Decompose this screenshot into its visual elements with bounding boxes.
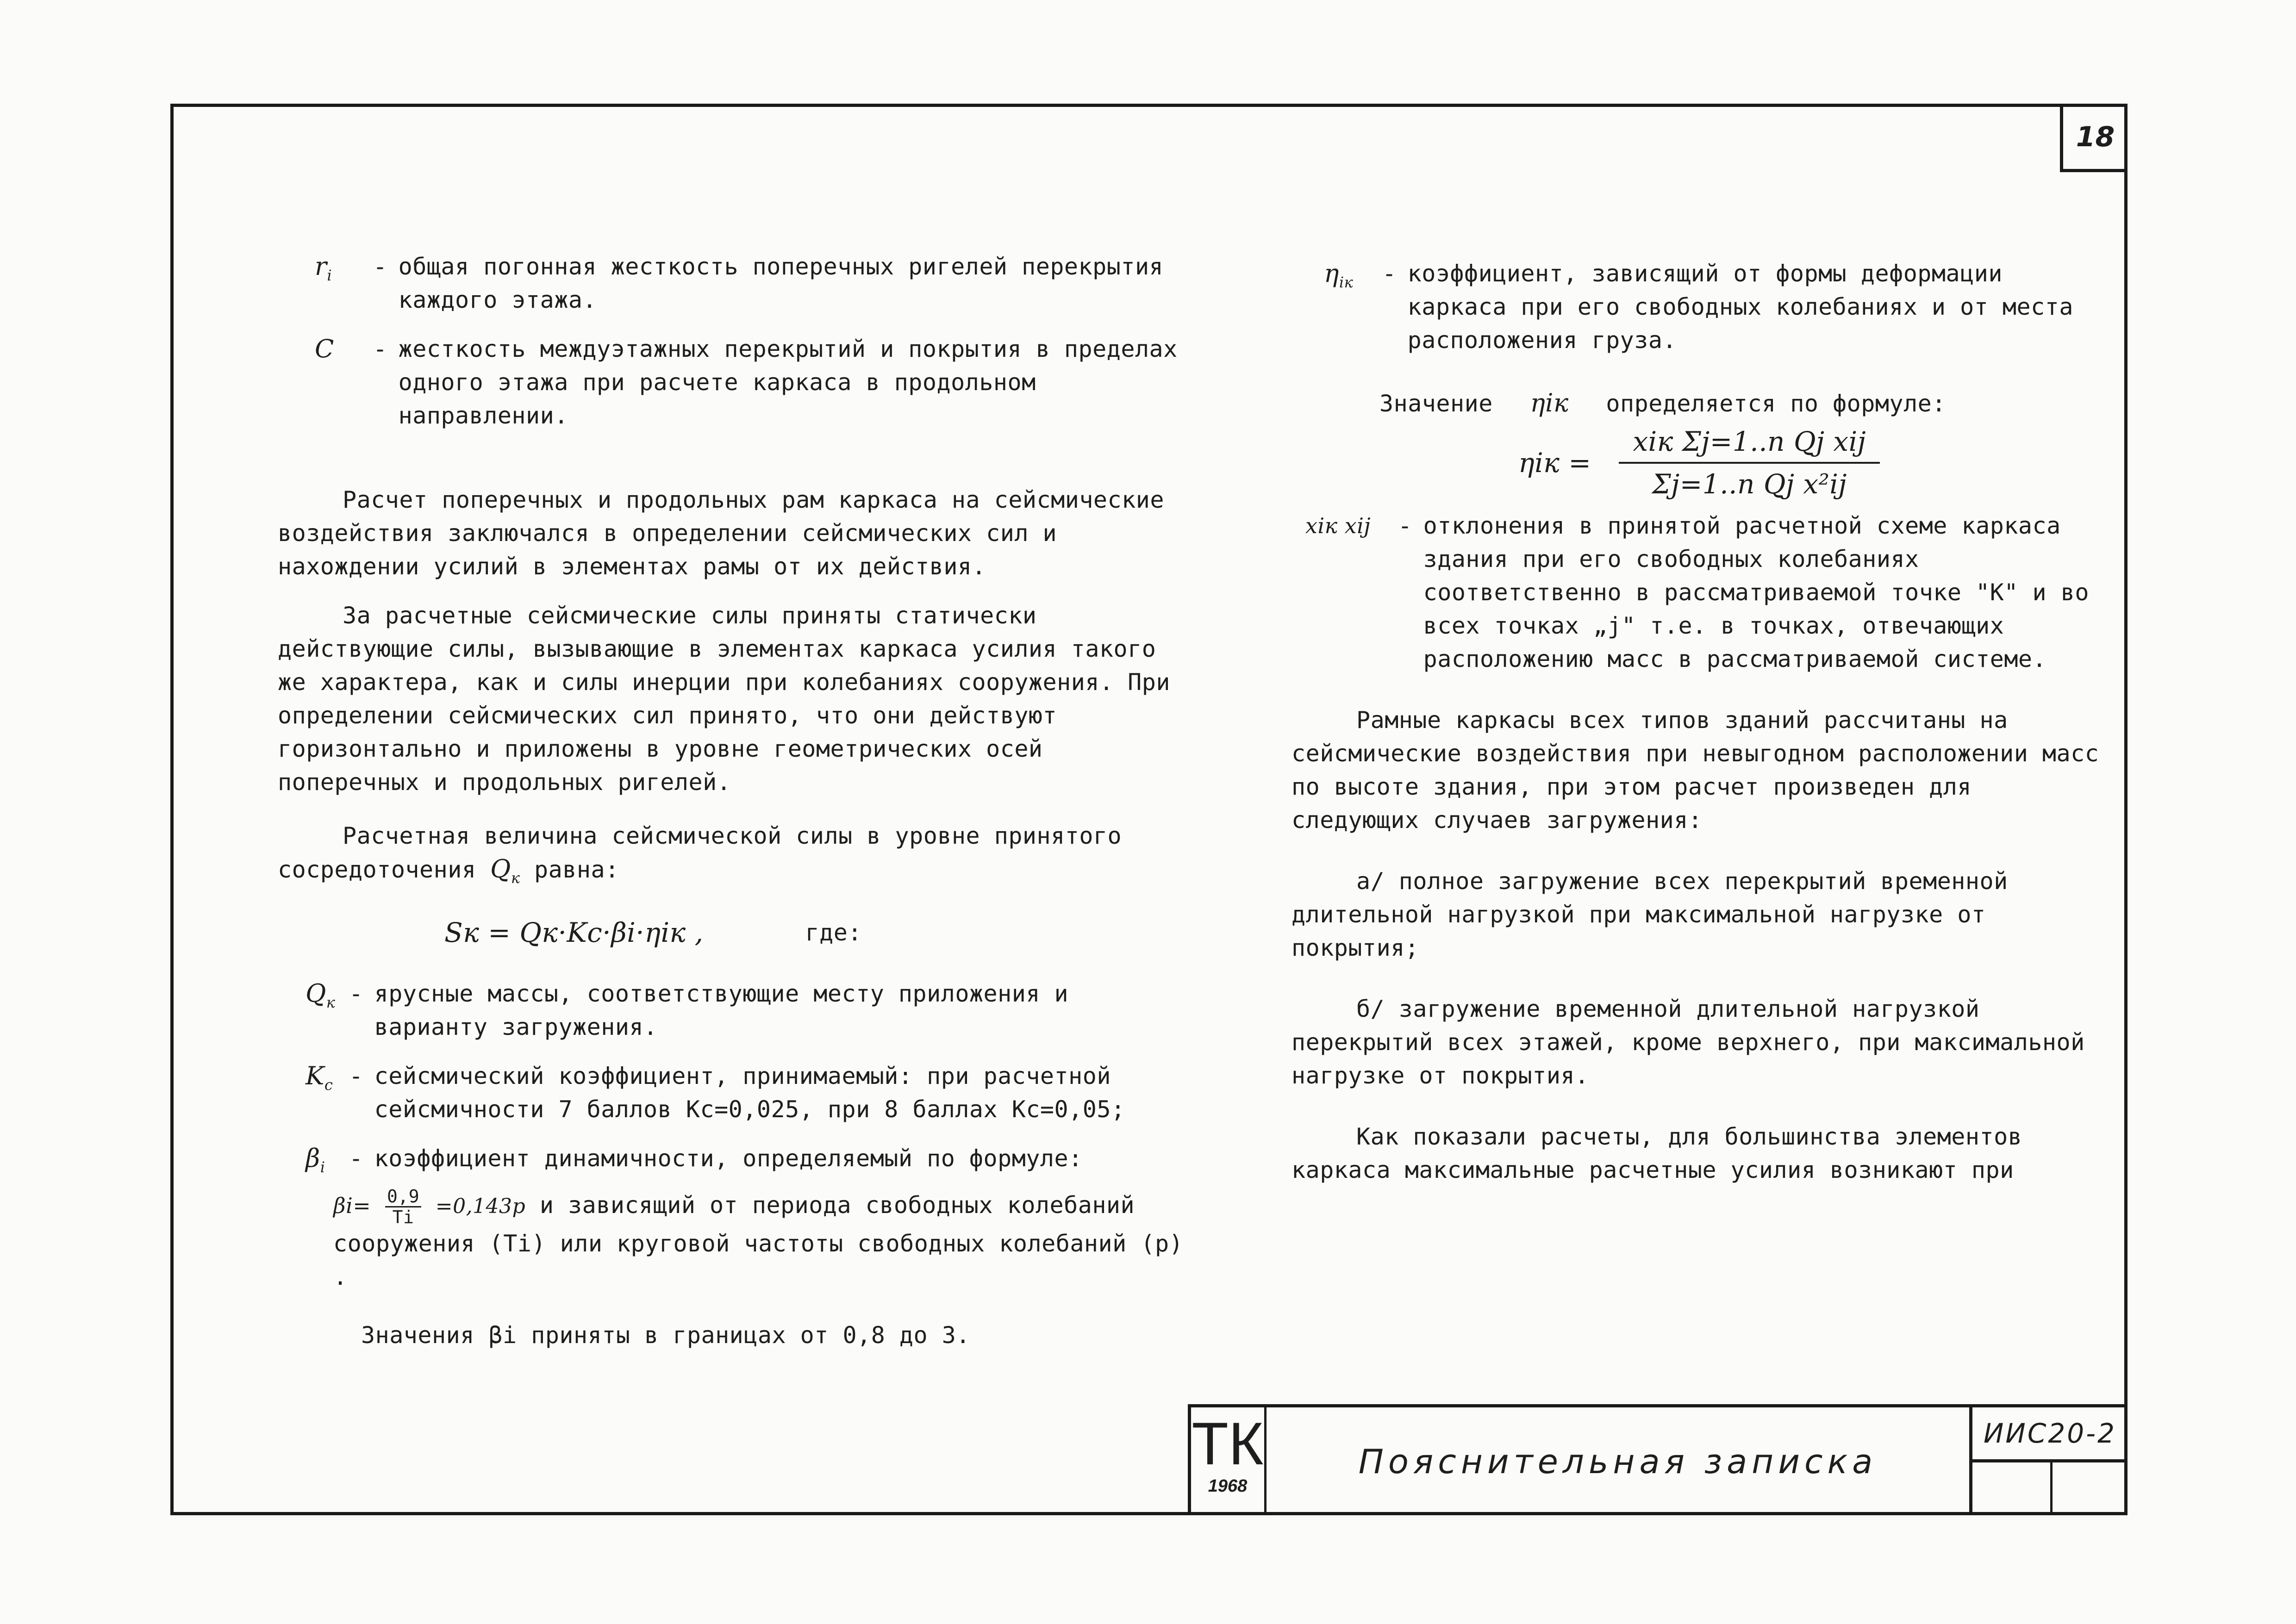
beta-text: и зависящий от периода свободных колебаний сооружения (Ti) или круговой частоты свободных колебаний (p) . [333, 1191, 1184, 1290]
eta-lhs: ηiк = [1518, 447, 1591, 479]
paragraph-frame-calc: Рамные каркасы всех типов зданий рассчитаны на сейсмические воздействия при невыгодном расположении масс по высоте здания, при этом расчет произведен для следующих случаев загружения: [1292, 707, 2099, 834]
definition-eta-text: коэффициент, зависящий от формы деформации каркаса при его свободных колебаниях и от места расположения груза. [1407, 260, 2073, 354]
definition-r: $r_i$ - общая погонная жесткость поперечных ригелей перекрытия каждого этажа. [315, 250, 1194, 317]
definition-beta-text: коэффициент динамичности, определяемый по формуле: [374, 1145, 1083, 1172]
title-block-mark [1188, 1404, 1267, 1515]
eta-denominator: Σj=1..n Qj x²ij [1652, 468, 1847, 500]
formula-where: где: [805, 919, 862, 946]
title-block [1188, 1404, 2128, 1515]
symbol-r: $r_i$ [315, 252, 332, 284]
formula-seismic-force [444, 916, 1194, 949]
symbol-x: xiк xij [1305, 513, 1371, 538]
symbol-kc: $K_c$ [306, 1061, 333, 1094]
symbol-eta: $\eta_{iк}$ [1324, 259, 1354, 291]
symbol-c: C [315, 334, 334, 363]
definition-beta: $\beta_i$ - коэффициент динамичности, определяемый по формуле: [306, 1142, 1194, 1184]
definition-r-text: общая погонная жесткость поперечных ригелей перекрытия каждого этажа. [398, 253, 1164, 313]
beta-formula-rhs: =0,143p [435, 1194, 526, 1218]
definition-q: $Q_к$ - ярусные массы, соответствующие месту приложения и варианту загружения. [306, 977, 1194, 1044]
formula-s: Sк = Qк·Kc·βi·ηiк , [444, 916, 704, 948]
eta-fraction [1619, 425, 1880, 501]
mark-tk: ТК [1192, 1410, 1264, 1477]
definition-k-text: сейсмический коэффициент, принимаемый: при расчетной сейсмичности 7 баллов Kc=0,025, при 8 баллах Kc=0,05; [374, 1062, 1125, 1123]
eta-numerator: xiк Σj=1..n Qj xij [1619, 425, 1880, 464]
document-title: Пояснительная записка [1267, 1404, 1969, 1515]
paragraph-calculations-show: Как показали расчеты, для большинства элементов каркаса максимальные расчетные усилия возникают при [1292, 1123, 2022, 1183]
mark-year: 1968 [1208, 1476, 1248, 1496]
definition-eta: $\eta_{iк}$ - коэффициент, зависящий от формы деформации каркаса при его свободных колебаниях и от места расположения груза. [1324, 257, 2106, 357]
definition-c-text: жесткость междуэтажных перекрытий и покрытия в пределах одного этажа при расчете каркаса в продольном направлении. [398, 336, 1178, 429]
definition-x: xiк xij - отклонения в принятой расчетной схеме каркаса здания при его свободных колебаниях соответственно в рассматриваемой точке "К" и во всех точках „j" т.е. в точках, отвечающих расположению масс в рассматриваемой системе. [1305, 509, 2106, 676]
title-block-cell [1969, 1459, 2053, 1515]
beta-values: Значения βi приняты в границах от 0,8 до 3. [361, 1321, 970, 1349]
beta-fraction: $\frac{0,9}{Ti}$ [385, 1187, 421, 1227]
paragraph-seismic-force-value: Расчетная величина сейсмической силы в уровне принятого сосредоточения $Q_к$ равна: [278, 822, 1122, 887]
paragraph-seismic-forces: За расчетные сейсмические силы приняты статически действующие силы, вызывающие в элементах каркаса усилия такого же характера, как и силы инерции при колебаниях сооружения. При определении сейсмических сил принято, что они действуют горизонтально и приложены в уровне геометрических осей поперечных и продольных ригелей. [278, 602, 1170, 796]
definition-q-text: ярусные массы, соответствующие месту приложения и варианту загружения. [374, 980, 1069, 1040]
paragraph-calculation: Расчет поперечных и продольных рам каркаса на сейсмические воздействия заключался в определении сейсмических сил и нахождении усилий в элементах рамы от их действия. [278, 486, 1164, 580]
page-number: 18 [2060, 105, 2128, 172]
formula-eta [1518, 425, 2106, 501]
definition-k: $K_c$ - сейсмический коэффициент, принимаемый: при расчетной сейсмичности 7 баллов Kc=0,025, при 8 баллах Kc=0,05; [306, 1059, 1194, 1126]
beta-formula-block [333, 1187, 1194, 1294]
left-column [278, 250, 1194, 1352]
right-column [1292, 257, 2106, 1187]
symbol-q: $Q_к$ [490, 854, 520, 887]
definition-x-text: отклонения в принятой расчетной схеме каркаса здания при его свободных колебаниях соответственно в рассматриваемой точке "К" и во всех точках „j" т.е. в точках, отвечающих расположению масс в рассматриваемой системе. [1423, 512, 2089, 672]
symbol-beta: $\beta_i$ [306, 1143, 325, 1176]
case-b: б/ загружение временной длительной нагрузкой перекрытий всех этажей, кроме верхнего, при максимальной нагрузке от покрытия. [1292, 996, 2085, 1089]
symbol-qk: $Q_к$ [306, 978, 336, 1011]
eta-intro: Значение ηiк определяется по формуле: [1379, 388, 1946, 417]
definition-c: C - жесткость междуэтажных перекрытий и покрытия в пределах одного этажа при расчете каркаса в продольном направлении. [315, 332, 1194, 432]
beta-formula-lhs: βi= [333, 1193, 371, 1218]
document-code: ИИС20-2 [1969, 1404, 2128, 1462]
case-a: а/ полное загружение всех перекрытий временной длительной нагрузкой при максимальной нагрузке от покрытия; [1292, 868, 2008, 961]
